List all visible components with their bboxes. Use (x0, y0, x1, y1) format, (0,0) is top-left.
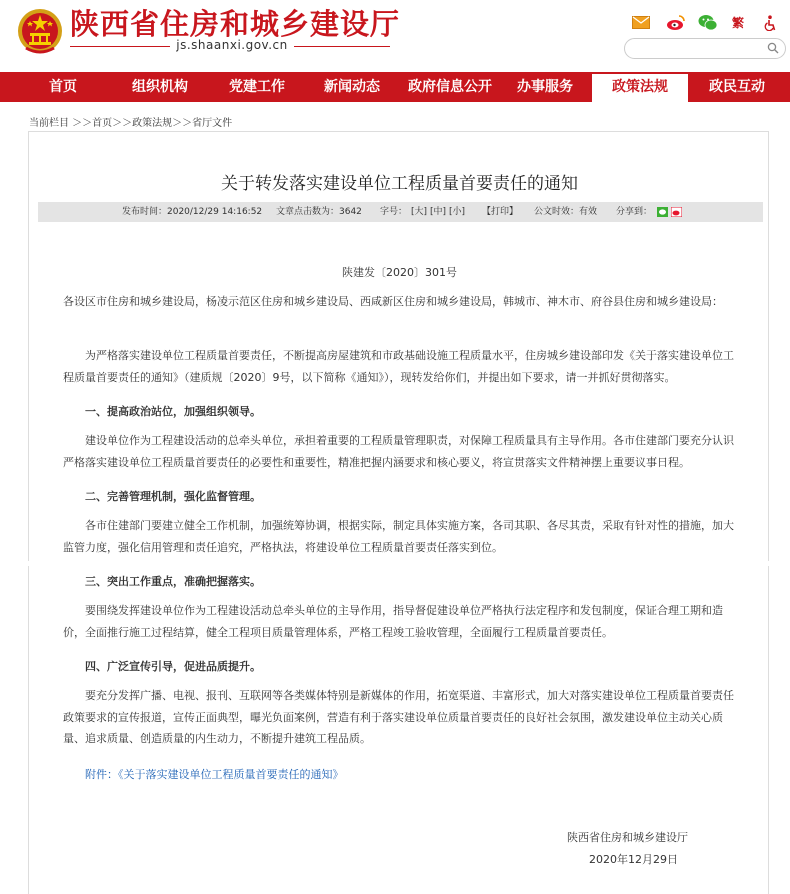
section-heading-3: 三、突出工作重点，准确把握落实。 (85, 575, 261, 588)
nav-item-home[interactable]: 首页 (49, 79, 77, 95)
signature-date: 2020年12月29日 (589, 853, 678, 866)
publish-time: 发布时间：2020/12/29 14:16:52 (122, 207, 263, 217)
share-wechat-icon[interactable] (657, 207, 668, 217)
section-paragraph-3: 要围绕发挥建设单位作为工程建设活动总牵头单位的主导作用，指导督促建设单位严格执行法定程序和发包制度，保证合理工期和造价，全面推行施工过程结算，健全工程项目质量管理体系，严格工程竣工验收管理，全面履行工程质量首要责任。 (63, 604, 723, 639)
click-count: 文章点击数为：3642 (276, 207, 362, 217)
accessibility-icon[interactable] (764, 15, 776, 31)
nav-item-gov-info[interactable]: 政府信息公开 (408, 79, 492, 95)
site-domain: js.shaanxi.gov.cn (176, 38, 288, 52)
section-paragraph-1: 建设单位作为工程建设活动的总牵头单位，承担着重要的工程质量管理职责，对保障工程质量具有主导作用。各市住建部门要充分认识严格落实建设单位工程质量首要责任的必要性和重要性，精准把握内涵要求和核心要义，将宣贯落实文件精神摆上重要议事日程。 (63, 434, 734, 469)
font-size-label: 字号： (380, 207, 408, 217)
font-size-medium[interactable]: [中] (430, 207, 447, 217)
article-title: 关于转发落实建设单位工程质量首要责任的通知 (221, 174, 578, 194)
section-heading-2: 二、完善管理机制，强化监督管理。 (85, 490, 261, 503)
doc-validity: 公文时效：有效 (534, 207, 598, 217)
site-header (0, 0, 790, 70)
signature-org: 陕西省住房和城乡建设厅 (567, 831, 688, 844)
screenshot-seam (0, 561, 790, 566)
decor-line-right (294, 46, 390, 47)
mail-icon[interactable] (632, 16, 650, 29)
traditional-chinese-toggle[interactable]: 繁 (732, 16, 745, 30)
breadcrumb[interactable]: 当前栏目 ＞＞首页＞＞政策法规＞＞省厅文件 (29, 118, 233, 129)
search-icon[interactable] (767, 42, 779, 54)
recipients-paragraph: 各设区市住房和城乡建设局，杨凌示范区住房和城乡建设局、西咸新区住房和城乡建设局，韩城市、神木市、府谷县住房和城乡建设局： (63, 295, 723, 308)
national-emblem-icon[interactable] (16, 4, 64, 56)
site-domain-row (70, 38, 390, 54)
nav-item-services[interactable]: 办事服务 (517, 79, 573, 95)
nav-item-policy[interactable]: 政策法规 (592, 72, 688, 102)
section-heading-1: 一、提高政治站位，加强组织领导。 (85, 405, 261, 418)
section-heading-4: 四、广泛宣传引导，促进品质提升。 (85, 660, 261, 673)
main-nav (0, 72, 790, 102)
print-button[interactable]: 【打印】 (482, 207, 519, 217)
wechat-icon[interactable] (698, 14, 718, 31)
site-title[interactable]: 陕西省住房和城乡建设厅 (70, 7, 401, 41)
nav-item-interaction[interactable]: 政民互动 (709, 79, 765, 95)
intro-paragraph: 为严格落实建设单位工程质量首要责任，不断提高房屋建筑和市政基础设施工程质量水平，住房城乡建设部印发《关于落实建设单位工程质量首要责任的通知》（建质规〔2020〕9号，以下简称《通知》），现转发给你们，并提出如下要求，请一并抓好贯彻落实。 (63, 349, 734, 384)
search-box[interactable] (624, 38, 786, 59)
section-paragraph-4: 要充分发挥广播、电视、报刊、互联网等各类媒体特别是新媒体的作用，拓宽渠道、丰富形式，加大对落实建设单位工程质量首要责任政策要求的宣传报道，宣传正面典型，曝光负面案例，营造有利于落实建设单位质量首要责任的良好社会氛围，激发建设单位主动关心质量、追求质量、创造质量的内生动力，不断提升建筑工程品质。 (63, 689, 734, 745)
top-toolbar (630, 14, 780, 32)
weibo-icon[interactable] (666, 14, 686, 31)
article-meta-bar (38, 202, 763, 222)
nav-item-news[interactable]: 新闻动态 (324, 79, 380, 95)
article-container (28, 131, 769, 894)
nav-item-party-building[interactable]: 党建工作 (229, 79, 285, 95)
search-input[interactable] (635, 41, 765, 56)
share-label: 分享到： (616, 207, 653, 217)
decor-line-left (70, 46, 170, 47)
document-number: 陕建发〔2020〕301号 (342, 266, 457, 279)
font-size-small[interactable]: [小] (449, 207, 466, 217)
share-weibo-icon[interactable] (671, 207, 682, 217)
attachment-link[interactable]: 附件：《关于落实建设单位工程质量首要责任的通知》 (85, 768, 344, 781)
section-paragraph-2: 各市住建部门要建立健全工作机制，加强统筹协调，根据实际，制定具体实施方案，各司其职、各尽其责，采取有针对性的措施，加大监管力度，强化信用管理和责任追究，严格执法，将建设单位工程质量首要责任落实到位。 (63, 519, 734, 554)
font-size-large[interactable]: [大] (411, 207, 428, 217)
nav-item-organization[interactable]: 组织机构 (132, 79, 188, 95)
